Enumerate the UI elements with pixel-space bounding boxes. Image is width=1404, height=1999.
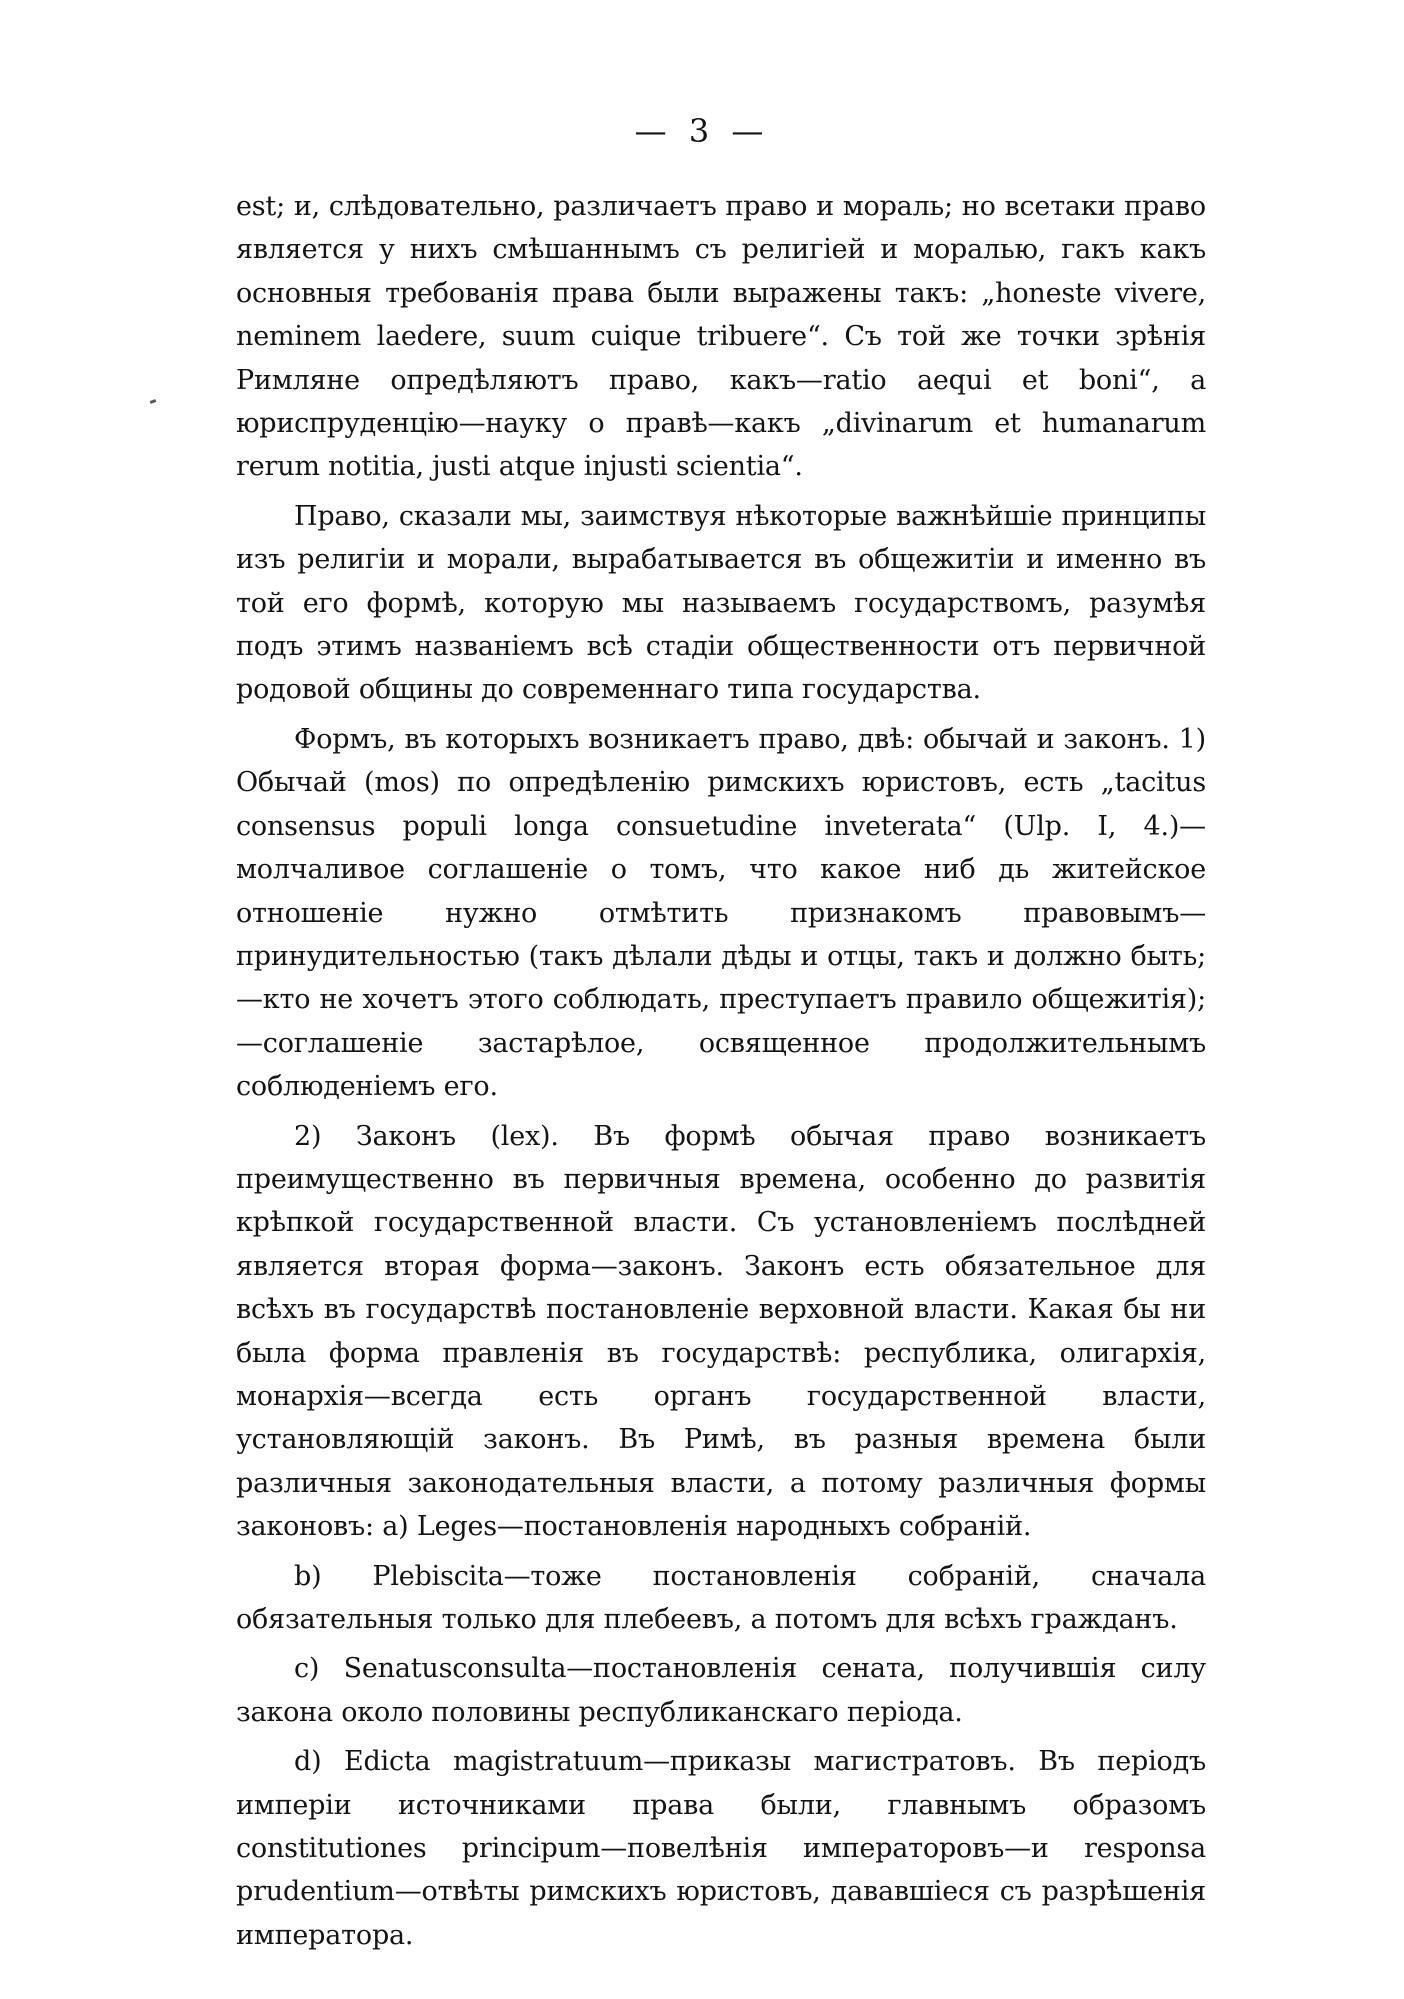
page-number: — 3 — [634,112,770,150]
paragraph-pravo-state: Право, сказали мы, заимствуя нѣкоторые важнѣйшіе принципы изъ религіи и морали, вырабатывается въ общежитіи и именно въ той его формѣ, которую мы называемъ государствомъ, разумѣя подъ этимъ названіемъ всѣ стадіи общественности отъ первичной родовой общины до современнаго типа государства. [236,500,1206,706]
paragraph-law-lex: 2) Законъ (lex). Въ формѣ обычая право возникаетъ преимущественно въ первичныя времена, особенно до развитія крѣпкой государственной власти. Съ установленіемъ послѣдней является вторая форма—законъ. Законъ есть обязательное для всѣхъ въ государствѣ постановленіе верховной власти. Какая бы ни была форма правленія въ государствѣ: республика, олигархія, монархія—всегда есть органъ государственной власти, установляющій законъ. Въ Римѣ, въ разныя времена были различныя законодательныя власти, а потому различныя формы законовъ: а) Leges—постановленія народныхъ собраній. [236,1120,1206,1543]
paragraph-forms-custom: Формъ, въ которыхъ возникаетъ право, двѣ: обычай и законъ. 1) Обычай (mos) по опредѣленію римскихъ юристовъ, есть „tacitus consensus populi longa consuetudine inveterata“ (Ulp. I, 4.)—молчаливое соглашеніе о томъ, что какое ниб дь житейское отношеніе нужно отмѣтить признакомъ правовымъ—принудительностью (такъ дѣлали дѣды и отцы, такъ и должно быть;—кто не хочетъ этого соблюдать, преступаетъ правило общежитія);—соглашеніе застарѣлое, освященное продолжительнымъ соблюденіемъ его. [236,723,1206,1103]
paragraph-edicta: d) Edicta magistratuum—приказы магистратовъ. Въ періодъ имперіи источниками права были, главнымъ образомъ constitutiones principum—повелѣнія императоровъ—и responsa prudentium—отвѣты римскихъ юристовъ, дававшіеся съ разрѣшенія императора. [236,1746,1206,1951]
paragraph-senatusconsulta: c) Senatusconsulta—постановленія сената, получившія силу закона около половины республиканскаго періода. [236,1653,1206,1728]
paragraph-plebiscita: b) Plebiscita—тоже постановленія собраній, сначала обязательныя только для плебеевъ, а потомъ для всѣхъ гражданъ. [236,1560,1206,1635]
stray-ink-mark [150,399,157,404]
paragraph-continuation: est; и, слѣдовательно, различаетъ право и мораль; но всетаки право является у нихъ смѣшаннымъ съ религіей и моралью, гакъ какъ основныя требованія права были выражены такъ: „honeste vivere, neminem laedere, suum cuique tribuere“. Съ той же точки зрѣнія Римляне опредѣляютъ право, какъ—ratio aequi et boni“, а юриспруденцію—науку о правѣ—какъ „divinarum et humanarum rerum notitia, justi atque injusti scientia“. [236,191,1206,483]
body-text [236,185,1206,1963]
